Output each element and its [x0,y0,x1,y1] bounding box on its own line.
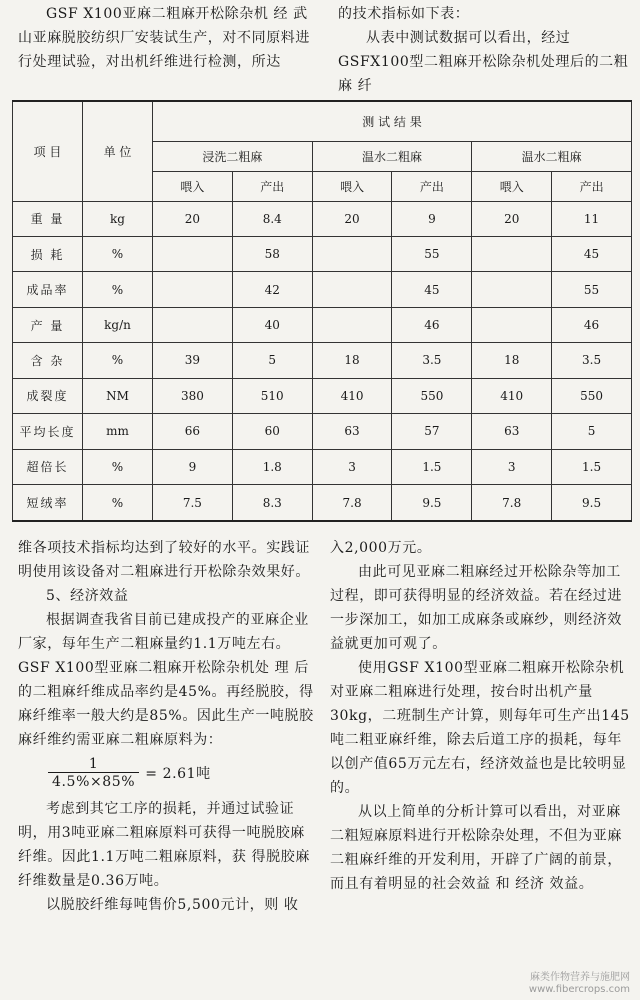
formula [48,756,318,791]
row-unit: mm [83,414,153,449]
paragraph: 维各项技术指标均达到了较好的水平。实践证明使用该设备对二粗麻进行开松除杂效果好。 [18,540,310,580]
row-label: 平均长度 [13,414,83,449]
table-cell: 11 [552,201,632,236]
row-label: 短绒率 [13,485,83,522]
row-unit: % [83,449,153,484]
table-cell: 3 [472,449,552,484]
table-cell: 40 [232,307,312,342]
table-cell: 9.5 [552,485,632,522]
paragraph: 使用GSF X100型亚麻二粗麻开松除杂机对亚麻二粗麻进行处理，按台时出机产量30kg，二班制生产计算，则每年可生产出145吨二粗亚麻纤维，除去后道工序的损耗，每年以创产值65万元左右，经济效益也是比较明显的。 [330,660,630,796]
table-cell: 410 [472,378,552,413]
table-cell: 9 [392,201,472,236]
table-cell: 1.5 [392,449,472,484]
paragraph: 由此可见亚麻二粗麻经过开松除杂等加工过程，即可获得明显的经济效益。若在经过进一步深加工，如加工成麻条或麻纱，则经济效益就更加可观了。 [330,564,622,652]
table-cell [312,236,392,271]
paragraph: 以脱胶纤维每吨售价5,500元计，则 收 [46,897,299,913]
table-intro-line: 的技术指标如下表： [338,6,470,22]
table-cell: 57 [392,414,472,449]
header-item: 项 目 [13,101,83,201]
economics-column-right [330,536,634,896]
paragraph: 从以上简单的分析计算可以看出，对亚麻二粗短麻原料进行开松除杂处理，不但为亚麻二粗麻纤维的开发利用，开辟了广阔的前景，而且有着明显的社会效益 和 经济 效益。 [330,804,622,892]
row-label: 含 杂 [13,343,83,378]
table-cell: 1.5 [552,449,632,484]
row-unit: % [83,343,153,378]
table-cell [153,236,233,271]
table-cell: 7.5 [153,485,233,522]
table-cell: 63 [312,414,392,449]
table-cell: 8.3 [232,485,312,522]
table-cell: 58 [232,236,312,271]
table-cell: 18 [312,343,392,378]
table-cell: 9 [153,449,233,484]
row-label: 成品率 [13,272,83,307]
table-row [13,449,632,484]
table-cell: 5 [552,414,632,449]
header-input: 喂入 [153,171,233,201]
table-cell [312,272,392,307]
row-unit: kg [83,201,153,236]
economics-column-left [18,536,318,917]
row-label: 损 耗 [13,236,83,271]
table-cell: 46 [392,307,472,342]
table-row [13,201,632,236]
table-cell: 46 [552,307,632,342]
paragraph: 考虑到其它工序的损耗，并通过试验证明，用3吨亚麻二粗麻原料可获得一吨脱胶麻纤维。因此1.1万吨二粗麻原料，获 得脱胶麻纤维数量是0.36万吨。 [18,801,310,889]
header-input: 喂入 [312,171,392,201]
table-cell: 45 [552,236,632,271]
table-cell: 55 [552,272,632,307]
section-heading: 5、经济效益 [46,588,129,604]
table-cell [472,236,552,271]
table-row [13,307,632,342]
header-material-3: 温水二粗麻 [472,141,632,171]
table-cell: 7.8 [472,485,552,522]
header-material-1: 浸洗二粗麻 [153,141,313,171]
table-cell: 410 [312,378,392,413]
table-cell: 20 [153,201,233,236]
table-cell [472,307,552,342]
table-row [13,378,632,413]
table-cell: 380 [153,378,233,413]
table-cell [472,272,552,307]
table-cell: 3.5 [392,343,472,378]
table-cell: 18 [472,343,552,378]
table-cell: 20 [312,201,392,236]
row-unit: % [83,272,153,307]
table-row [13,272,632,307]
table-cell: 9.5 [392,485,472,522]
table-row [13,414,632,449]
row-label: 产 量 [13,307,83,342]
row-unit: % [83,485,153,522]
table-cell: 39 [153,343,233,378]
row-label: 成裂度 [13,378,83,413]
formula-result: = 2.61吨 [145,765,211,782]
header-input: 喂入 [472,171,552,201]
table-cell: 5 [232,343,312,378]
row-label: 重 量 [13,201,83,236]
table-cell: 3 [312,449,392,484]
table-cell: 7.8 [312,485,392,522]
table-cell: 66 [153,414,233,449]
header-output: 产出 [232,171,312,201]
table-cell: 8.4 [232,201,312,236]
table-cell: 510 [232,378,312,413]
test-results-table [12,100,632,522]
formula-denominator: 4.5%×85% [48,772,139,791]
table-cell [153,307,233,342]
table-cell: 3.5 [552,343,632,378]
table-cell: 63 [472,414,552,449]
row-unit: NM [83,378,153,413]
table-cell: 60 [232,414,312,449]
table-cell: 20 [472,201,552,236]
row-unit: kg/n [83,307,153,342]
table-row [13,485,632,522]
paragraph: 根据调查我省目前已建成投产的亚麻企业厂家，每年生产二粗麻量约1.1万吨左右。GSF X100型亚麻二粗麻开松除杂机处 理 后的二粗麻纤维成品率约是45%。再经脱胶，得麻纤维率一般大约是85%。因此生产一吨脱胶麻纤维约需亚麻二粗麻原料为： [18,612,314,748]
header-output: 产出 [552,171,632,201]
table-cell: 55 [392,236,472,271]
formula-numerator: 1 [88,756,99,772]
site-watermark: 麻类作物营养与施肥网 www.fibercrops.com [528,972,630,995]
paragraph: 入2,000万元。 [330,540,432,556]
table-cell [153,272,233,307]
table-row [13,236,632,271]
table-cell: 45 [392,272,472,307]
analysis-line: 从表中测试数据可以看出，经过GSFX100型二粗麻开松除杂机处理后的二粗 麻 纤 [338,30,629,94]
table-cell [312,307,392,342]
intro-paragraph-left: GSF X100亚麻二粗麻开松除杂机 经 武山亚麻脱胶纺织厂安装试生产，对不同原料进行处理试验，对出机纤维进行检测，所达 [18,6,310,70]
table-cell: 1.8 [232,449,312,484]
table-cell: 42 [232,272,312,307]
header-unit: 单 位 [83,101,153,201]
row-label: 超倍长 [13,449,83,484]
table-cell: 550 [392,378,472,413]
header-material-2: 温水二粗麻 [312,141,472,171]
table-cell: 550 [552,378,632,413]
row-unit: % [83,236,153,271]
intro-paragraph-right [338,2,634,98]
header-test-results: 测 试 结 果 [153,101,632,141]
header-output: 产出 [392,171,472,201]
table-row [13,343,632,378]
